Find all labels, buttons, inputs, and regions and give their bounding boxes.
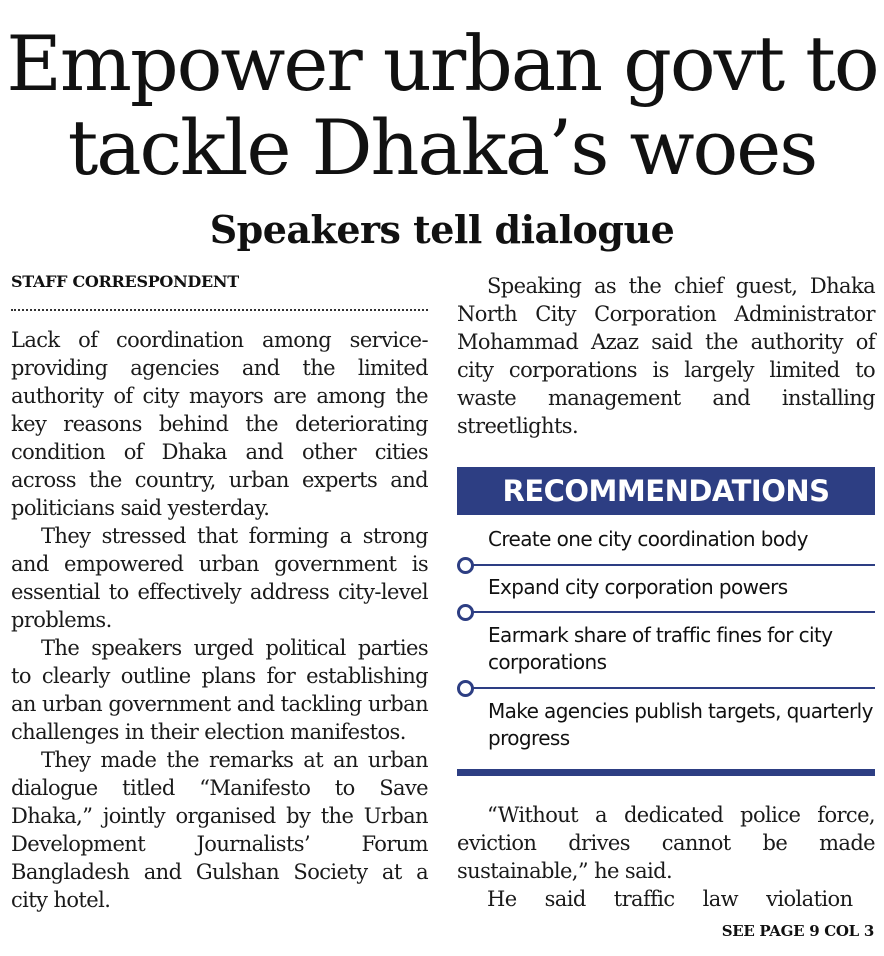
headline bbox=[0, 19, 884, 192]
bullet-circle-icon bbox=[457, 680, 474, 697]
continuation-note: SEE PAGE 9 COL 3 bbox=[721, 922, 874, 940]
article-right-column-bottom bbox=[457, 801, 875, 913]
recommendation-item: Create one city coordination body bbox=[488, 527, 808, 551]
recommendations-bottom-bar bbox=[457, 769, 875, 776]
bullet-circle-icon bbox=[457, 604, 474, 621]
article-paragraph: Lack of coordination among service-providing agencies and the limited authority of city mayors are among the key reasons behind the deteriorating condition of Dhaka and other cities across the country, urban experts and politicians said yesterday. bbox=[11, 328, 428, 520]
article-paragraph: He said traffic law violation bbox=[487, 887, 853, 911]
article-paragraph: “Without a dedicated police force, eviction drives cannot be made sustainable,” he said. bbox=[457, 803, 875, 883]
recommendation-divider bbox=[467, 611, 875, 613]
article-paragraph: Speaking as the chief guest, Dhaka North City Corporation Administrator Mohammad Azaz said the authority of city corporations is largely limited to waste management and installing streetlights. bbox=[457, 274, 875, 438]
article-paragraph: They stressed that forming a strong and empowered urban government is essential to effectively address city-level problems. bbox=[11, 524, 428, 632]
recommendations-title: RECOMMENDATIONS bbox=[457, 467, 875, 515]
recommendation-divider bbox=[467, 687, 875, 689]
article-left-column bbox=[11, 326, 428, 914]
recommendation-divider bbox=[467, 564, 875, 566]
byline-divider bbox=[11, 309, 428, 311]
recommendation-item: Earmark share of traffic fines for city corporations bbox=[488, 623, 833, 674]
article-right-column-top bbox=[457, 272, 875, 440]
bullet-circle-icon bbox=[457, 557, 474, 574]
subheadline: Speakers tell dialogue bbox=[209, 207, 675, 252]
headline-line-1: Empower urban govt to bbox=[6, 19, 878, 108]
headline-line-2: tackle Dhaka’s woes bbox=[67, 103, 817, 192]
recommendations-box bbox=[457, 467, 875, 777]
byline: STAFF CORRESPONDENT bbox=[11, 272, 239, 291]
recommendation-item: Make agencies publish targets, quarterly progress bbox=[488, 699, 873, 750]
recommendation-item: Expand city corporation powers bbox=[488, 575, 788, 599]
article-paragraph: The speakers urged political parties to clearly outline plans for establishing an urban government and tackling urban challenges in their election manifestos. bbox=[11, 636, 428, 744]
article-paragraph: They made the remarks at an urban dialogue titled “Manifesto to Save Dhaka,” jointly organised by the Urban Development Journalists’ Forum Bangladesh and Gulshan Society at a city hotel. bbox=[11, 748, 428, 912]
